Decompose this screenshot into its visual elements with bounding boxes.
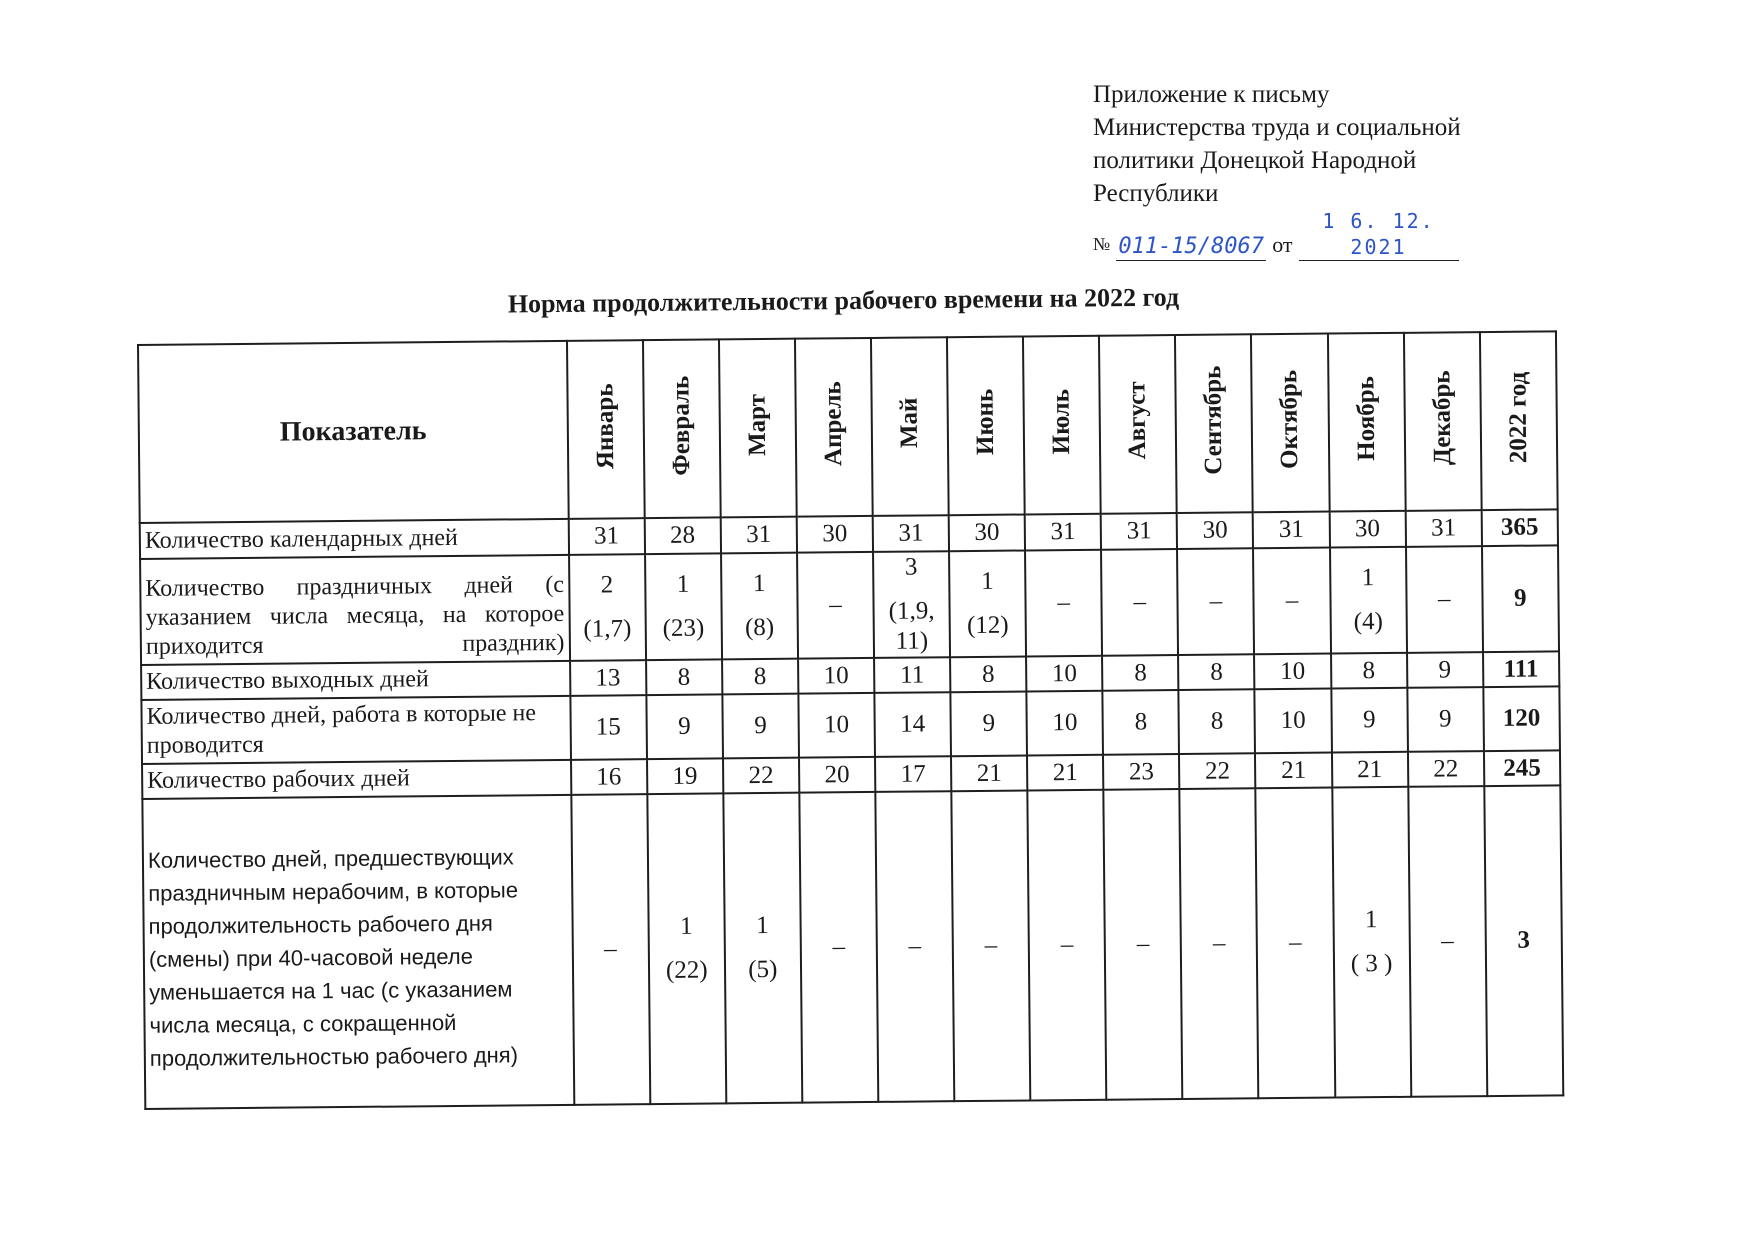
month-value-cell xyxy=(1332,787,1411,1098)
month-label: Март xyxy=(743,393,771,456)
month-label: Январь xyxy=(591,383,619,469)
day-count: 1 xyxy=(756,911,769,940)
month-value-cell: 9 xyxy=(950,691,1027,756)
month-header xyxy=(795,338,873,517)
month-value-cell xyxy=(645,553,722,660)
month-value-cell xyxy=(949,550,1026,657)
date-prefix: от xyxy=(1272,232,1293,257)
month-value-cell: 21 xyxy=(1027,755,1103,791)
work-time-table xyxy=(137,330,1564,1110)
month-value-cell: 9 xyxy=(1407,652,1483,688)
month-value-cell: 22 xyxy=(1179,753,1255,789)
month-value-cell: 8 xyxy=(1178,654,1254,690)
month-label: Апрель xyxy=(819,381,848,467)
row-label: Количество рабочих дней xyxy=(142,760,571,799)
row-label: Количество выходных дней xyxy=(141,661,570,700)
month-value-cell: 8 xyxy=(1331,653,1407,689)
year-total-cell: 120 xyxy=(1483,686,1560,751)
day-count: 1 xyxy=(981,567,994,595)
appendix-header xyxy=(1093,78,1553,261)
month-header xyxy=(871,337,949,516)
header-line: Республики xyxy=(1093,180,1219,207)
month-value-cell: 31 xyxy=(1025,514,1101,551)
month-value-cell: 31 xyxy=(568,518,644,555)
month-label: Сентябрь xyxy=(1199,365,1228,475)
month-header xyxy=(1099,335,1177,514)
month-value-cell: – xyxy=(875,791,954,1102)
month-value-cell: 15 xyxy=(570,695,647,760)
month-value-cell: 30 xyxy=(1177,512,1253,549)
month-value-cell xyxy=(721,553,798,660)
month-value-cell: 9 xyxy=(1331,688,1408,753)
letter-number: 011-15/8067 xyxy=(1116,234,1266,261)
month-value-cell: – xyxy=(951,790,1030,1101)
holiday-dates: (23) xyxy=(662,614,705,642)
month-value-cell: – xyxy=(1027,790,1106,1101)
month-value-cell: 10 xyxy=(1255,689,1332,754)
year-total-cell: 111 xyxy=(1483,651,1560,687)
day-count: 1 xyxy=(752,569,766,598)
month-label: Октябрь xyxy=(1275,369,1304,470)
month-value-cell: 9 xyxy=(646,694,723,759)
month-value-cell: 31 xyxy=(1253,512,1329,549)
holiday-dates: (1,9, 11) xyxy=(888,597,935,655)
number-sign: № xyxy=(1093,234,1111,254)
letter-date: 1 6. 12. 2021 xyxy=(1299,208,1459,261)
day-count: 1 xyxy=(1364,906,1378,934)
letter-number-row xyxy=(1093,208,1553,261)
month-value-cell: 8 xyxy=(1179,689,1256,754)
month-value-cell: 10 xyxy=(798,693,875,758)
month-header xyxy=(567,340,645,519)
month-value-cell: – xyxy=(571,794,650,1105)
month-value-cell: 23 xyxy=(1103,754,1179,790)
month-value-cell: – xyxy=(1025,550,1102,657)
header-line: политики Донецкой Народной xyxy=(1093,147,1417,174)
month-header xyxy=(1404,332,1482,511)
month-label: Август xyxy=(1123,381,1152,461)
holiday-dates: (12) xyxy=(966,611,1009,640)
month-value-cell: 9 xyxy=(1407,687,1484,752)
month-value-cell: 22 xyxy=(723,758,799,794)
month-value-cell: 14 xyxy=(874,692,951,757)
month-label: Декабрь xyxy=(1427,370,1456,466)
month-value-cell xyxy=(647,793,726,1104)
month-value-cell xyxy=(873,551,950,658)
month-label: Июль xyxy=(1047,388,1076,455)
month-value-cell xyxy=(1330,547,1407,654)
month-value-cell: 10 xyxy=(1027,691,1104,756)
month-label: Ноябрь xyxy=(1351,376,1380,462)
month-value-cell: 11 xyxy=(874,657,950,693)
month-value-cell: 8 xyxy=(1102,655,1178,691)
month-value-cell: 19 xyxy=(647,758,723,794)
year-total-cell: 9 xyxy=(1482,545,1559,652)
month-value-cell: – xyxy=(799,792,878,1103)
month-value-cell: – xyxy=(1253,548,1330,655)
month-value-cell: 31 xyxy=(873,515,949,552)
month-value-cell: 30 xyxy=(1329,511,1405,548)
day-count: 2 xyxy=(600,571,614,599)
month-value-cell: 9 xyxy=(722,694,799,759)
month-value-cell: – xyxy=(1408,786,1487,1097)
month-value-cell: – xyxy=(797,552,874,659)
year-total-label: 2022 год xyxy=(1504,371,1533,464)
year-total-cell: 245 xyxy=(1484,750,1561,786)
month-value-cell: 22 xyxy=(1408,751,1484,787)
month-value-cell: 28 xyxy=(644,517,720,554)
month-value-cell: 10 xyxy=(1026,656,1102,692)
month-value-cell: – xyxy=(1101,549,1178,656)
month-value-cell: 21 xyxy=(1255,753,1331,789)
row-label: Количество календарных дней xyxy=(140,519,569,559)
month-value-cell: – xyxy=(1406,546,1483,653)
header-line: Министерства труда и социальной xyxy=(1093,114,1461,141)
holiday-dates: (5) xyxy=(748,955,778,984)
month-value-cell: 21 xyxy=(1332,752,1408,788)
month-value-cell: 13 xyxy=(570,660,646,696)
holiday-dates: (22) xyxy=(665,956,708,984)
holiday-dates: (1,7) xyxy=(583,615,632,643)
day-count: 1 xyxy=(676,570,690,598)
month-value-cell: – xyxy=(1177,548,1254,655)
month-label: Июнь xyxy=(971,389,1000,456)
indicator-header: Показатель xyxy=(138,341,568,523)
month-value-cell: 21 xyxy=(951,755,1027,791)
month-value-cell: 10 xyxy=(798,658,874,694)
month-value-cell: 8 xyxy=(950,656,1026,692)
month-value-cell: 8 xyxy=(1103,690,1180,755)
month-value-cell: 16 xyxy=(571,759,647,795)
document-title: Норма продолжительности рабочего времени на 2022 год xyxy=(507,282,1180,319)
year-total-cell: 3 xyxy=(1484,785,1563,1096)
day-count: 1 xyxy=(1361,564,1375,592)
table-row xyxy=(140,545,1559,665)
holiday-dates: (4) xyxy=(1353,608,1384,636)
month-value-cell: – xyxy=(1256,788,1335,1099)
month-value-cell: 8 xyxy=(646,659,722,695)
month-value-cell: – xyxy=(1104,789,1183,1100)
month-value-cell xyxy=(569,554,646,661)
month-value-cell: – xyxy=(1180,788,1259,1099)
month-label: Февраль xyxy=(667,375,696,476)
month-value-cell: 31 xyxy=(1405,510,1481,547)
month-header xyxy=(1175,334,1253,513)
holiday-dates: ( 3 ) xyxy=(1350,949,1393,978)
month-value-cell xyxy=(723,793,802,1104)
year-total-cell: 365 xyxy=(1481,509,1558,546)
month-value-cell: 10 xyxy=(1254,654,1330,690)
month-value-cell: 20 xyxy=(799,757,875,793)
month-value-cell: 30 xyxy=(797,516,873,553)
month-header xyxy=(1023,336,1101,515)
month-value-cell: 31 xyxy=(1101,513,1177,550)
row-label: Количество дней, работа в которые не проводится xyxy=(141,696,570,764)
month-value-cell: 17 xyxy=(875,756,951,792)
month-label: Май xyxy=(895,397,924,449)
month-value-cell: 8 xyxy=(722,659,798,695)
month-header xyxy=(1327,333,1405,512)
month-value-cell: 31 xyxy=(720,517,796,554)
year-total-header xyxy=(1480,331,1558,510)
month-header xyxy=(1251,334,1329,513)
month-header xyxy=(947,336,1025,515)
table-row xyxy=(142,785,1563,1109)
day-count: 3 xyxy=(904,553,918,581)
month-value-cell: 30 xyxy=(949,514,1025,551)
month-header xyxy=(643,339,721,518)
header-line: Приложение к письму xyxy=(1093,81,1330,108)
holiday-dates: (8) xyxy=(744,613,775,642)
day-count: 1 xyxy=(679,912,693,940)
month-header xyxy=(719,339,797,518)
row-label: Количество праздничных дней (с указанием числа месяца, на которое приходится праздник) xyxy=(140,555,570,665)
row-label: Количество дней, предшествующих праздничным нерабочим, в которые продолжительность рабочего дня (смены) при 40-часовой неделе уменьшается на 1 час (с указанием числа месяца, с сокращенной продолжительностью рабочего дня) xyxy=(142,795,574,1109)
